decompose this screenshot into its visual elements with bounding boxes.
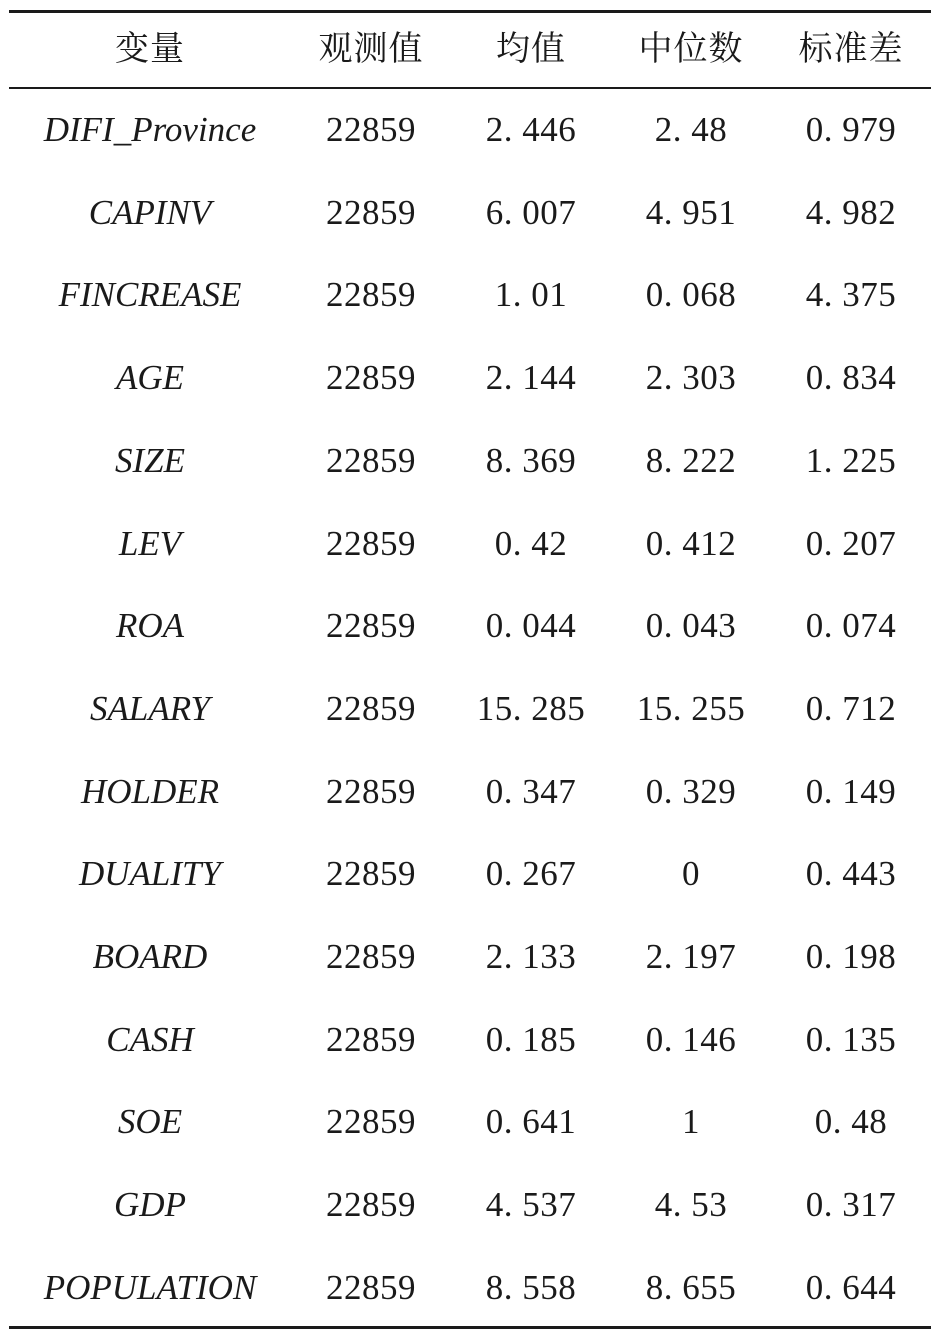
cell-median: 4. 53 — [654, 1185, 728, 1225]
cell-mean: 0. 347 — [485, 771, 577, 811]
cell-mean: 4. 537 — [485, 1185, 577, 1225]
cell-mean: 2. 133 — [485, 937, 577, 976]
cell-variable: BOARD — [92, 937, 208, 976]
cell-observations: 22859 — [326, 523, 416, 563]
cell-median: 0. 068 — [645, 275, 737, 315]
cell-observations: 22859 — [326, 110, 416, 149]
table-row — [9, 1258, 931, 1318]
cell-median: 15. 255 — [636, 688, 746, 728]
cell-mean: 8. 369 — [485, 440, 577, 480]
cell-median: 1 — [682, 1102, 700, 1142]
cell-mean: 8. 558 — [485, 1267, 577, 1307]
table-row — [9, 514, 931, 574]
table-row — [9, 927, 931, 987]
cell-variable: LEV — [118, 523, 182, 563]
cell-std-dev: 4. 375 — [805, 275, 897, 315]
table-row — [9, 679, 931, 739]
cell-observations: 22859 — [326, 606, 416, 646]
cell-median: 2. 48 — [654, 110, 728, 149]
cell-variable: GDP — [114, 1185, 186, 1225]
cell-std-dev: 0. 317 — [805, 1185, 897, 1225]
table-row — [9, 1092, 931, 1152]
cell-median: 0. 329 — [645, 771, 737, 811]
cell-std-dev: 0. 074 — [805, 606, 897, 646]
descriptive-statistics-table — [9, 10, 931, 1330]
cell-variable: DIFI_Province — [43, 110, 257, 149]
cell-std-dev: 0. 135 — [805, 1019, 897, 1059]
cell-std-dev: 0. 207 — [805, 523, 897, 563]
cell-variable: ROA — [115, 606, 185, 646]
cell-variable: CASH — [106, 1019, 194, 1059]
cell-mean: 15. 285 — [476, 688, 586, 728]
cell-std-dev: 0. 834 — [805, 358, 897, 398]
table-row — [9, 431, 931, 491]
cell-observations: 22859 — [326, 275, 416, 315]
cell-std-dev: 0. 644 — [805, 1267, 897, 1307]
cell-median: 0. 412 — [645, 523, 737, 563]
cell-variable: AGE — [115, 358, 185, 398]
cell-mean: 1. 01 — [494, 275, 568, 315]
header-median: 中位数 — [638, 29, 744, 69]
cell-std-dev: 1. 225 — [805, 440, 897, 480]
table-header-row — [9, 19, 931, 79]
cell-mean: 0. 185 — [485, 1019, 577, 1059]
cell-variable: FINCREASE — [58, 275, 242, 315]
table-row — [9, 596, 931, 656]
table-row — [9, 265, 931, 325]
table-row — [9, 100, 931, 160]
cell-std-dev: 0. 149 — [805, 771, 897, 811]
header-mean: 均值 — [496, 29, 566, 69]
table-row — [9, 348, 931, 408]
cell-variable: POPULATION — [43, 1267, 257, 1307]
table-bottom-rule — [9, 1326, 931, 1329]
cell-median: 0. 146 — [645, 1019, 737, 1059]
cell-observations: 22859 — [326, 1185, 416, 1225]
table-row — [9, 183, 931, 243]
cell-observations: 22859 — [326, 1102, 416, 1142]
cell-mean: 0. 267 — [485, 854, 577, 894]
cell-observations: 22859 — [326, 1019, 416, 1059]
cell-std-dev: 0. 198 — [805, 937, 897, 976]
cell-mean: 2. 446 — [485, 110, 577, 149]
cell-median: 2. 197 — [645, 937, 737, 976]
cell-std-dev: 4. 982 — [805, 192, 897, 232]
cell-mean: 0. 044 — [485, 606, 577, 646]
cell-median: 8. 222 — [645, 440, 737, 480]
cell-std-dev: 0. 979 — [805, 110, 897, 149]
cell-observations: 22859 — [326, 1267, 416, 1307]
cell-observations: 22859 — [326, 854, 416, 894]
table-row — [9, 762, 931, 822]
cell-median: 8. 655 — [645, 1267, 737, 1307]
cell-variable: DUALITY — [79, 854, 221, 894]
cell-median: 4. 951 — [645, 192, 737, 232]
table-row — [9, 1010, 931, 1070]
cell-median: 0 — [682, 854, 700, 894]
cell-observations: 22859 — [326, 192, 416, 232]
cell-mean: 2. 144 — [485, 358, 577, 398]
cell-variable: SALARY — [90, 688, 210, 728]
cell-variable: SIZE — [115, 440, 185, 480]
cell-mean: 6. 007 — [485, 192, 577, 232]
cell-variable: HOLDER — [80, 771, 220, 811]
table-row — [9, 1175, 931, 1235]
cell-median: 2. 303 — [645, 358, 737, 398]
cell-observations: 22859 — [326, 358, 416, 398]
cell-median: 0. 043 — [645, 606, 737, 646]
cell-mean: 0. 42 — [494, 523, 568, 563]
cell-std-dev: 0. 443 — [805, 854, 897, 894]
cell-observations: 22859 — [326, 771, 416, 811]
header-variable: 变量 — [115, 29, 185, 69]
table-header-rule — [9, 87, 931, 89]
cell-observations: 22859 — [326, 937, 416, 976]
cell-mean: 0. 641 — [485, 1102, 577, 1142]
cell-observations: 22859 — [326, 688, 416, 728]
cell-variable: CAPINV — [88, 192, 212, 232]
table-top-rule — [9, 10, 931, 13]
header-std-dev: 标准差 — [798, 29, 904, 69]
cell-variable: SOE — [117, 1102, 183, 1142]
cell-observations: 22859 — [326, 440, 416, 480]
cell-std-dev: 0. 712 — [805, 688, 897, 728]
table-row — [9, 844, 931, 904]
cell-std-dev: 0. 48 — [814, 1102, 888, 1142]
header-observations: 观测值 — [318, 29, 424, 69]
